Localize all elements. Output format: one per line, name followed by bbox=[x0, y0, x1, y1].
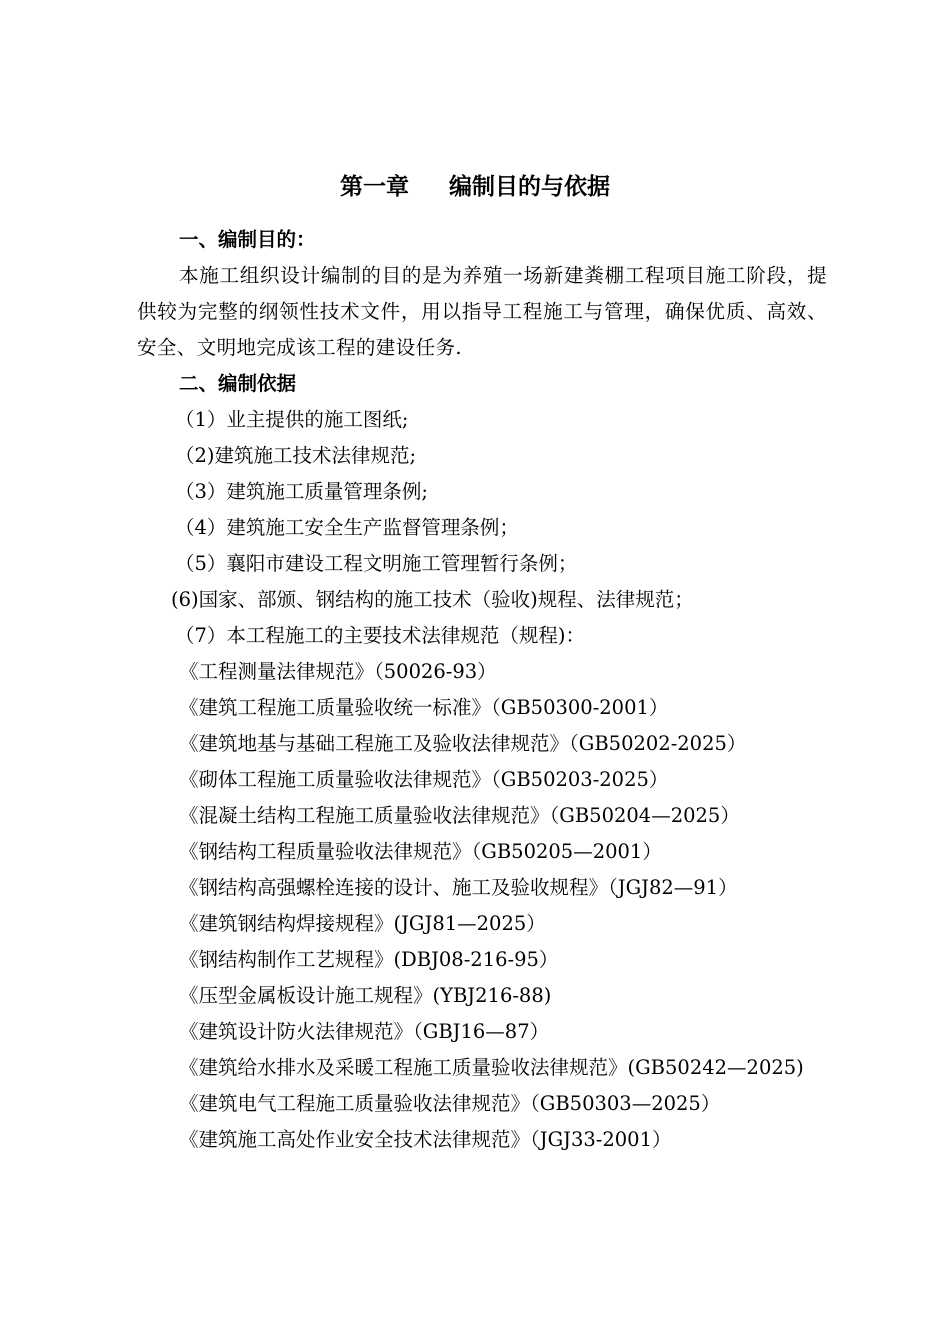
chapter-title bbox=[0, 170, 950, 204]
section-heading-purpose: 一、编制目的： bbox=[179, 228, 316, 251]
section-heading-basis: 二、编制依据 bbox=[179, 372, 297, 395]
standard-item: 《钢结构制作工艺规程》(DBJ08-216-95） bbox=[179, 948, 559, 971]
body-text bbox=[137, 222, 827, 1158]
standard-item: 《建筑钢结构焊接规程》(JGJ81—2025） bbox=[179, 912, 546, 935]
basis-item: （2)建筑施工技术法律规范; bbox=[175, 444, 417, 467]
basis-item: (6)国家、部颁、钢结构的施工技术（验收)规程、法律规范； bbox=[171, 588, 694, 611]
chapter-number: 第一章 bbox=[340, 173, 409, 200]
standard-item: 《建筑设计防火法律规范》（GBJ16—87） bbox=[179, 1020, 550, 1043]
standard-item: 《建筑给水排水及采暖工程施工质量验收法律规范》(GB50242—2025) bbox=[179, 1056, 804, 1079]
standard-item: 《砌体工程施工质量验收法律规范》（GB50203-2025） bbox=[179, 768, 669, 791]
basis-item: （1）业主提供的施工图纸; bbox=[175, 408, 409, 431]
standard-item: 《压型金属板设计施工规程》(YBJ216-88) bbox=[179, 984, 552, 1007]
standard-item: 《建筑工程施工质量验收统一标准》（GB50300-2001） bbox=[179, 696, 669, 719]
standard-item: 《钢结构工程质量验收法律规范》（GB50205—2001） bbox=[179, 840, 662, 863]
purpose-paragraph: 本施工组织设计编制的目的是为养殖一场新建粪棚工程项目施工阶段，提供较为完整的纲领性技术文件，用以指导工程施工与管理，确保优质、高效、安全、文明地完成该工程的建设任务. bbox=[137, 264, 827, 359]
standard-item: 《混凝土结构工程施工质量验收法律规范》（GB50204—2025） bbox=[179, 804, 740, 827]
basis-item: （4）建筑施工安全生产监督管理条例； bbox=[175, 516, 519, 539]
basis-item: （5）襄阳市建设工程文明施工管理暂行条例； bbox=[175, 552, 578, 575]
standard-item: 《工程测量法律规范》（50026-93） bbox=[179, 660, 497, 683]
basis-item: （7）本工程施工的主要技术法律规范（规程)： bbox=[175, 624, 586, 647]
standard-item: 《建筑电气工程施工质量验收法律规范》（GB50303—2025） bbox=[179, 1092, 721, 1115]
chapter-name: 编制目的与依据 bbox=[449, 173, 610, 200]
standard-item: 《钢结构高强螺栓连接的设计、施工及验收规程》（JGJ82—91） bbox=[179, 876, 738, 899]
basis-item: （3）建筑施工质量管理条例; bbox=[175, 480, 428, 503]
standard-item: 《建筑地基与基础工程施工及验收法律规范》（GB50202-2025） bbox=[179, 732, 747, 755]
standard-item: 《建筑施工高处作业安全技术法律规范》（JGJ33-2001） bbox=[179, 1128, 672, 1151]
